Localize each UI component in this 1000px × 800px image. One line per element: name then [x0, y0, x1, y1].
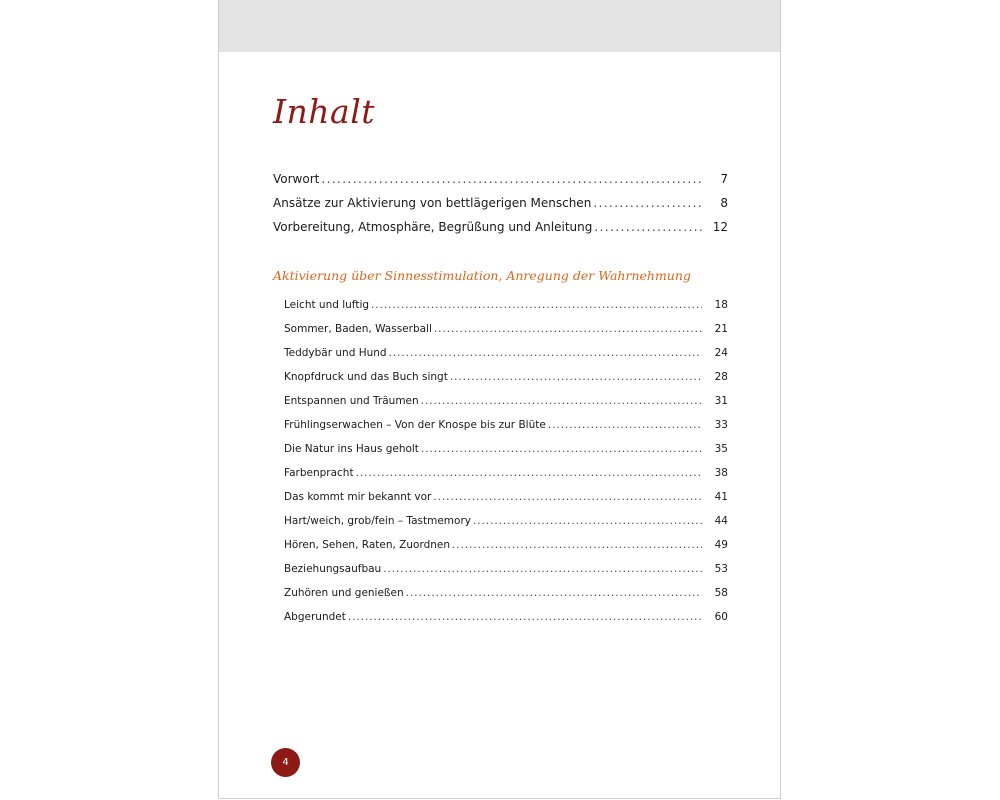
dot-leader	[433, 491, 702, 503]
dot-leader	[383, 563, 702, 575]
dot-leader	[452, 539, 702, 551]
toc-entry-title: Zuhören und genießen	[284, 587, 404, 599]
toc-entry-page: 35	[714, 443, 728, 455]
toc-entry-page: 28	[714, 371, 728, 383]
toc-entry	[273, 172, 728, 186]
dot-leader	[548, 419, 702, 431]
toc-subentry	[284, 611, 728, 623]
dot-leader	[389, 347, 702, 359]
toc-subentry	[284, 467, 728, 479]
toc-subentry	[284, 371, 728, 383]
dot-leader	[473, 515, 702, 527]
toc-entry-title: Sommer, Baden, Wasserball	[284, 323, 432, 335]
dot-leader	[348, 611, 702, 623]
toc-entry-title: Frühlingserwachen – Von der Knospe bis zur Blüte	[284, 419, 546, 431]
toc-subentry	[284, 395, 728, 407]
toc-subentry	[284, 299, 728, 311]
toc-subentry	[284, 587, 728, 599]
toc-entry-title: Ansätze zur Aktivierung von bettlägerigen Menschen	[273, 196, 592, 210]
toc-entry-page: 53	[714, 563, 728, 575]
section-heading: Aktivierung über Sinnesstimulation, Anregung der Wahrnehmung	[273, 268, 691, 283]
toc-entry-title: Hören, Sehen, Raten, Zuordnen	[284, 539, 451, 551]
toc-entry-title: Knopfdruck und das Buch singt	[284, 371, 448, 383]
toc-entry-title: Die Natur ins Haus geholt	[284, 443, 419, 455]
toc-entry-page: 58	[714, 587, 728, 599]
toc-entry-page: 18	[714, 299, 728, 311]
toc-entry-page: 8	[720, 196, 728, 210]
toc-subentry	[284, 323, 728, 335]
toc-entry-title: Das kommt mir bekannt vor	[284, 491, 432, 503]
toc-entry-title: Vorbereitung, Atmosphäre, Begrüßung und Anleitung	[273, 220, 593, 234]
toc-entry-title: Abgerundet	[284, 611, 346, 623]
toc-entry-title: Hart/weich, grob/fein – Tastmemory	[284, 515, 471, 527]
toc-entry-page: 21	[714, 323, 728, 335]
dot-leader	[434, 323, 702, 335]
toc-subentry	[284, 419, 728, 431]
toc-subentry	[284, 347, 728, 359]
toc-entry-title: Teddybär und Hund	[284, 347, 387, 359]
dot-leader	[421, 443, 702, 455]
toc-entry-page: 7	[720, 172, 728, 186]
toc-subentry	[284, 539, 728, 551]
dot-leader	[594, 220, 702, 234]
toc-entry-page: 12	[712, 220, 728, 234]
header-band	[219, 0, 780, 52]
toc-entry-page: 44	[714, 515, 728, 527]
toc-entry-page: 60	[714, 611, 728, 623]
dot-leader	[421, 395, 702, 407]
toc-subentry	[284, 515, 728, 527]
dot-leader	[321, 172, 702, 186]
toc-entry-title: Beziehungsaufbau	[284, 563, 382, 575]
toc-entry-page: 41	[714, 491, 728, 503]
toc-entry-title: Leicht und luftig	[284, 299, 370, 311]
toc-entry-title: Vorwort	[273, 172, 320, 186]
dot-leader	[593, 196, 702, 210]
toc-entry-page: 38	[714, 467, 728, 479]
toc-entry-page: 49	[714, 539, 728, 551]
toc-entry-page: 31	[714, 395, 728, 407]
toc-subentry	[284, 443, 728, 455]
toc-entry-title: Entspannen und Träumen	[284, 395, 419, 407]
page-title: Inhalt	[273, 92, 376, 131]
dot-leader	[371, 299, 702, 311]
dot-leader	[450, 371, 702, 383]
dot-leader	[356, 467, 702, 479]
toc-entry	[273, 196, 728, 210]
page-number-badge: 4	[271, 748, 300, 777]
toc-subentry	[284, 491, 728, 503]
toc-entry	[273, 220, 728, 234]
toc-subentry	[284, 563, 728, 575]
toc-entry-page: 24	[714, 347, 728, 359]
toc-entry-title: Farbenpracht	[284, 467, 354, 479]
document-page	[218, 0, 781, 799]
dot-leader	[406, 587, 702, 599]
toc-entry-page: 33	[714, 419, 728, 431]
